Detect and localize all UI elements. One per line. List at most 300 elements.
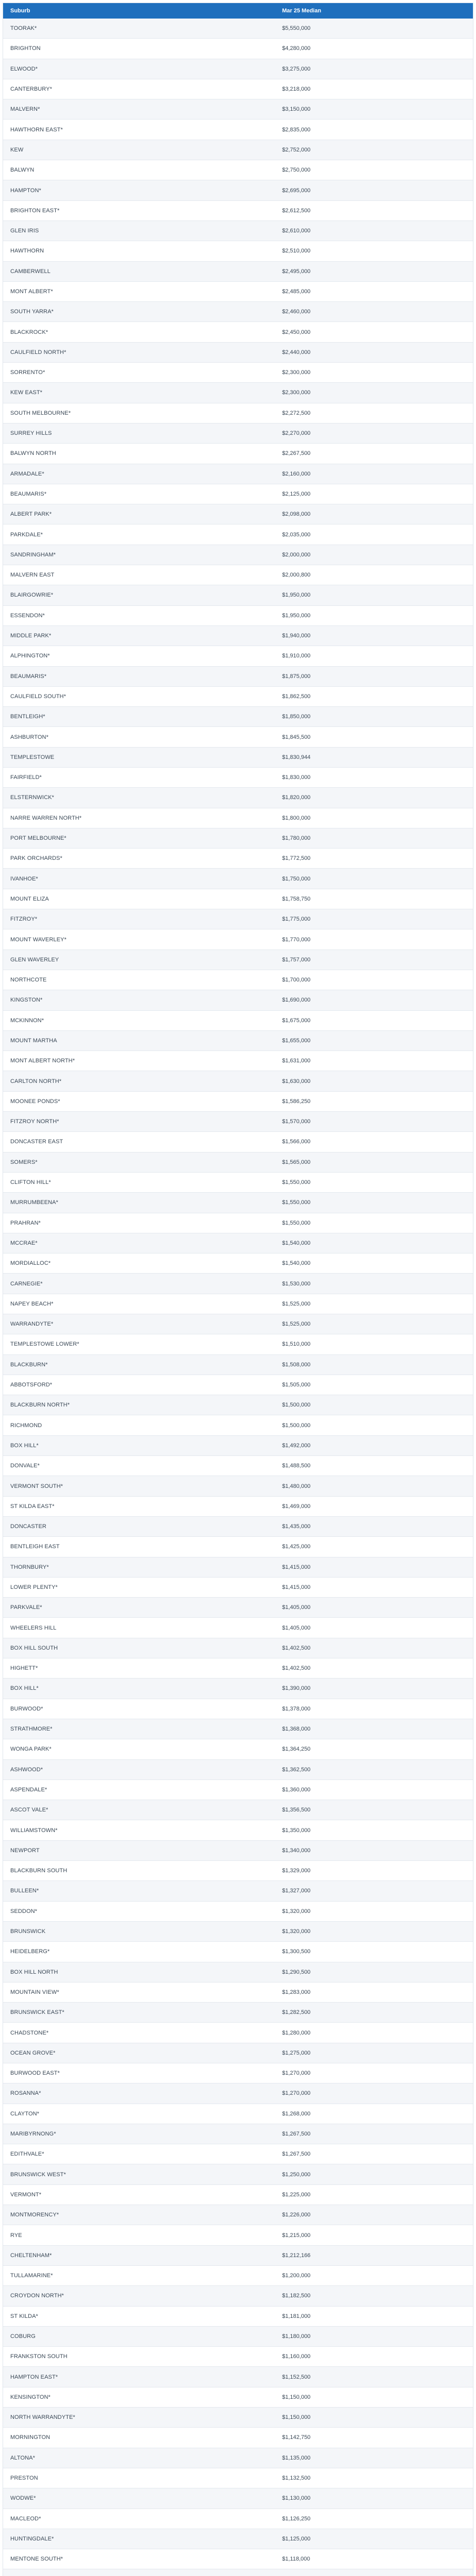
median-cell: $1,118,000 [282, 2556, 310, 2563]
median-cell: $2,510,000 [282, 248, 311, 255]
suburb-cell: DONCASTER [10, 1523, 46, 1530]
median-cell: $1,226,000 [282, 2212, 311, 2218]
table-row [3, 1537, 473, 1557]
median-cell: $1,505,000 [282, 1382, 311, 1388]
suburb-cell: NARRE WARREN NORTH* [10, 815, 82, 821]
median-cell: $2,835,000 [282, 126, 311, 133]
suburb-cell: ELSTERNWICK* [10, 794, 54, 801]
suburb-cell: PARK ORCHARDS* [10, 855, 62, 862]
median-cell: $1,950,000 [282, 592, 311, 599]
median-cell: $2,752,000 [282, 146, 311, 153]
median-cell: $1,570,000 [282, 1118, 311, 1125]
suburb-cell: ARMADALE* [10, 470, 44, 477]
table-row [3, 423, 473, 444]
table-row [3, 1415, 473, 1435]
suburb-cell: BALWYN NORTH [10, 450, 56, 457]
suburb-cell: NORTH WARRANDYTE* [10, 2414, 75, 2421]
table-row [3, 626, 473, 646]
suburb-cell: BENTLEIGH EAST [10, 1544, 60, 1550]
suburb-cell: DONVALE* [10, 1463, 40, 1469]
header-suburb[interactable]: Suburb [10, 8, 30, 14]
median-cell: $1,280,000 [282, 2029, 311, 2036]
table-row [3, 606, 473, 626]
table-row [3, 1193, 473, 1213]
suburb-cell: PARKDALE* [10, 531, 43, 538]
median-cell: $1,402,500 [282, 1665, 311, 1672]
table-row [3, 1314, 473, 1334]
suburb-cell: PORT MELBOURNE* [10, 835, 67, 842]
suburb-cell: LOWER PLENTY* [10, 1584, 58, 1590]
median-cell: $1,862,500 [282, 693, 311, 700]
suburb-cell: SOUTH MELBOURNE* [10, 410, 71, 416]
table-row [3, 1699, 473, 1719]
suburb-cell: CHELTENHAM* [10, 2252, 52, 2259]
table-row [3, 667, 473, 687]
median-cell: $1,364,250 [282, 1746, 311, 1753]
suburb-cell: HAMPTON EAST* [10, 2374, 58, 2380]
table-row [3, 1517, 473, 1537]
suburb-cell: ABBOTSFORD* [10, 1382, 53, 1388]
table-row [3, 748, 473, 768]
table-row [3, 1618, 473, 1638]
table-row [3, 2286, 473, 2306]
table-header-row [3, 3, 473, 19]
table-row [3, 2549, 473, 2569]
suburb-cell: IVANHOE* [10, 875, 38, 882]
suburb-cell: VERMONT* [10, 2191, 42, 2198]
median-cell: $3,150,000 [282, 106, 311, 113]
median-cell: $1,215,000 [282, 2232, 311, 2239]
suburb-cell: SOUTH YARRA* [10, 309, 54, 315]
median-cell: $1,675,000 [282, 1017, 311, 1024]
median-cell: $2,450,000 [282, 329, 311, 335]
median-cell: $1,270,000 [282, 2070, 311, 2077]
table-row [3, 140, 473, 160]
suburb-cell: MARIBYRNONG* [10, 2131, 56, 2138]
suburb-cell: SEDDON* [10, 1908, 38, 1914]
suburb-cell: ASHWOOD* [10, 1766, 43, 1773]
median-cell: $3,218,000 [282, 86, 311, 93]
suburb-cell: ASHBURTON* [10, 734, 48, 740]
table-row [3, 1071, 473, 1091]
table-row [3, 1598, 473, 1618]
suburb-cell: FITZROY NORTH* [10, 1118, 59, 1125]
median-cell: $1,469,000 [282, 1503, 311, 1510]
table-row [3, 2124, 473, 2144]
median-cell: $1,500,000 [282, 1402, 311, 1409]
median-cell: $1,390,000 [282, 1685, 311, 1692]
suburb-cell: WHEELERS HILL [10, 1624, 57, 1631]
median-cell: $1,830,944 [282, 754, 311, 760]
median-cell: $1,415,000 [282, 1564, 311, 1570]
suburb-cell: ST KILDA EAST* [10, 1503, 55, 1510]
median-cell: $1,845,500 [282, 734, 311, 740]
median-cell: $2,035,000 [282, 531, 311, 538]
suburb-cell: KEW EAST* [10, 389, 43, 396]
suburb-cell: RYE [10, 2232, 22, 2239]
median-cell: $1,356,500 [282, 1807, 311, 1814]
table-row [3, 2205, 473, 2225]
suburb-cell: MCCRAE* [10, 1240, 38, 1246]
median-cell: $1,630,000 [282, 1078, 311, 1084]
suburb-cell: THORNBURY* [10, 1564, 49, 1570]
table-row [3, 99, 473, 120]
median-cell: $2,000,000 [282, 551, 311, 558]
median-cell: $1,152,500 [282, 2374, 311, 2380]
table-row [3, 1902, 473, 1922]
suburb-cell: ALPHINGTON* [10, 653, 50, 659]
table-row [3, 282, 473, 302]
table-row [3, 889, 473, 909]
suburb-cell: BLACKBURN* [10, 1361, 48, 1368]
suburb-cell: GLEN WAVERLEY [10, 956, 59, 963]
table-row [3, 1780, 473, 1800]
suburb-cell: MIDDLE PARK* [10, 633, 52, 639]
median-cell: $1,181,000 [282, 2313, 311, 2319]
suburb-cell: HAMPTON* [10, 187, 41, 194]
table-row [3, 1092, 473, 1112]
median-cell: $2,267,500 [282, 450, 311, 457]
median-cell: $1,182,500 [282, 2293, 311, 2299]
median-cell: $1,320,000 [282, 1928, 311, 1935]
table-row [3, 2327, 473, 2347]
suburb-cell: HAWTHORN [10, 248, 44, 255]
median-cell: $1,267,500 [282, 2131, 311, 2138]
median-cell: $1,250,000 [282, 2171, 311, 2178]
suburb-cell: BLACKBURN SOUTH [10, 1868, 68, 1874]
suburb-cell: HEIDELBERG* [10, 1948, 50, 1955]
suburb-cell: BRUNSWICK [10, 1928, 46, 1935]
table-row [3, 1476, 473, 1496]
median-cell: $1,290,500 [282, 1969, 311, 1975]
suburb-cell: MURRUMBEENA* [10, 1199, 58, 1206]
table-row [3, 19, 473, 39]
suburb-cell: VERMONT SOUTH* [10, 1483, 63, 1489]
median-cell: $1,270,000 [282, 2090, 311, 2097]
suburb-cell: ST KILDA* [10, 2313, 38, 2319]
suburb-cell: FITZROY* [10, 916, 38, 923]
suburb-cell: ROSANNA* [10, 2090, 41, 2097]
suburb-cell: OCEAN GROVE* [10, 2049, 56, 2056]
suburb-cell: WONGA PARK* [10, 1746, 52, 1753]
suburb-cell: NORTHCOTE [10, 977, 47, 984]
median-cell: $1,758,750 [282, 895, 311, 902]
median-cell: $2,695,000 [282, 187, 311, 194]
suburb-cell: MORDIALLOC* [10, 1260, 51, 1267]
table-row [3, 1132, 473, 1152]
suburb-cell: BRUNSWICK EAST* [10, 2009, 64, 2016]
suburb-cell: BENTLEIGH* [10, 714, 45, 720]
table-row [3, 2003, 473, 2023]
median-cell: $1,212,166 [282, 2252, 311, 2259]
median-cell: $1,655,000 [282, 1037, 311, 1044]
suburb-cell: KENSINGTON* [10, 2394, 51, 2400]
table-row [3, 59, 473, 79]
median-cell: $1,425,000 [282, 1544, 311, 1550]
table-row [3, 1334, 473, 1354]
median-cell: $1,488,500 [282, 1463, 311, 1469]
table-row [3, 1294, 473, 1314]
table-row [3, 2468, 473, 2488]
suburb-cell: MONT ALBERT* [10, 289, 53, 295]
suburb-cell: ASCOT VALE* [10, 1807, 48, 1814]
table-row [3, 1051, 473, 1071]
table-row [3, 2266, 473, 2286]
table-row [3, 869, 473, 889]
table-row [3, 241, 473, 261]
median-cell: $2,098,000 [282, 511, 311, 518]
suburb-cell: MALVERN EAST [10, 572, 55, 579]
table-row [3, 2428, 473, 2448]
table-row [3, 2307, 473, 2327]
table-row [3, 322, 473, 342]
suburb-cell: CHADSTONE* [10, 2029, 49, 2036]
median-cell: $1,525,000 [282, 1300, 311, 1307]
table-row [3, 39, 473, 59]
median-cell: $1,415,000 [282, 1584, 311, 1590]
suburb-cell: MOONEE PONDS* [10, 1098, 60, 1105]
suburb-cell: MENTONE SOUTH* [10, 2556, 63, 2563]
median-cell: $1,267,500 [282, 2151, 311, 2158]
table-row [3, 221, 473, 241]
suburb-cell: WARRANDYTE* [10, 1321, 54, 1328]
suburb-cell: STRATHMORE* [10, 1726, 53, 1733]
median-cell: $1,360,000 [282, 1786, 311, 1793]
table-row [3, 201, 473, 221]
suburb-cell: BEAUMARIS* [10, 490, 47, 497]
median-cell: $1,770,000 [282, 936, 311, 943]
suburb-cell: CARLTON NORTH* [10, 1078, 62, 1084]
median-cell: $4,280,000 [282, 45, 311, 52]
suburb-cell: TULLAMARINE* [10, 2273, 53, 2279]
table-row [3, 1253, 473, 1274]
table-row [3, 1578, 473, 1598]
table-row [3, 2043, 473, 2063]
median-cell: $1,135,000 [282, 2454, 311, 2461]
table-row [3, 849, 473, 869]
table-row [3, 2488, 473, 2509]
table-row [3, 2164, 473, 2184]
suburb-cell: BLACKROCK* [10, 329, 48, 335]
table-row [3, 545, 473, 565]
median-cell: $1,283,000 [282, 1989, 311, 1995]
suburb-cell: CANTERBURY* [10, 86, 52, 93]
table-row [3, 1031, 473, 1051]
median-cell: $1,850,000 [282, 714, 311, 720]
table-row [3, 2225, 473, 2245]
median-cell: $1,320,000 [282, 1908, 311, 1914]
table-row [3, 2408, 473, 2428]
suburb-cell: BOX HILL SOUTH [10, 1645, 58, 1651]
table-row [3, 2185, 473, 2205]
suburb-cell: DONCASTER EAST [10, 1139, 63, 1145]
table-row [3, 808, 473, 828]
suburb-cell: FAIRFIELD* [10, 774, 42, 781]
suburb-cell: ASPENDALE* [10, 1786, 47, 1793]
median-cell: $1,402,500 [282, 1645, 311, 1651]
median-cell: $1,480,000 [282, 1483, 311, 1489]
median-cell: $1,368,000 [282, 1726, 311, 1733]
median-cell: $1,378,000 [282, 1705, 311, 1712]
suburb-cell: ESSENDON* [10, 612, 45, 619]
suburb-cell: BOX HILL* [10, 1685, 39, 1692]
suburb-cell: SOMERS* [10, 1159, 38, 1165]
median-cell: $1,150,000 [282, 2414, 311, 2421]
suburb-cell: ELWOOD* [10, 65, 38, 72]
suburb-cell: SANDRINGHAM* [10, 551, 56, 558]
median-cell: $2,495,000 [282, 268, 311, 275]
table-row [3, 2023, 473, 2043]
median-cell: $1,200,000 [282, 2273, 311, 2279]
suburb-cell: BOX HILL NORTH [10, 1969, 58, 1975]
median-cell: $1,800,000 [282, 815, 311, 821]
suburb-cell: ALTONA* [10, 2454, 35, 2461]
median-cell: $2,750,000 [282, 167, 311, 174]
suburb-cell: BRIGHTON EAST* [10, 207, 60, 214]
table-row [3, 727, 473, 747]
median-cell: $1,225,000 [282, 2191, 311, 2198]
suburb-cell: BEAUMARIS* [10, 673, 47, 680]
median-cell: $2,160,000 [282, 470, 311, 477]
table-row [3, 1153, 473, 1173]
table-row [3, 1112, 473, 1132]
median-cell: $1,550,000 [282, 1219, 311, 1226]
table-row [3, 363, 473, 383]
table-row [3, 929, 473, 950]
median-cell: $1,350,000 [282, 1827, 311, 1834]
median-cell: $1,405,000 [282, 1624, 311, 1631]
suburb-cell: WODWE* [10, 2495, 36, 2502]
table-row [3, 768, 473, 788]
table-row [3, 444, 473, 464]
suburb-cell: KINGSTON* [10, 997, 43, 1004]
table-row [3, 950, 473, 970]
median-cell: $2,612,500 [282, 207, 311, 214]
median-cell: $1,700,000 [282, 977, 311, 984]
median-cell: $2,300,000 [282, 389, 311, 396]
suburb-cell: BOX HILL* [10, 1442, 39, 1449]
table-row [3, 707, 473, 727]
median-cell: $1,772,500 [282, 855, 311, 862]
suburb-cell: CLAYTON* [10, 2110, 40, 2117]
table-row [3, 1881, 473, 1901]
table-row [3, 120, 473, 140]
suburb-cell: ALBERT PARK* [10, 511, 52, 518]
table-row [3, 79, 473, 99]
suburb-cell: CAULFIELD NORTH* [10, 349, 67, 355]
median-cell: $1,540,000 [282, 1260, 311, 1267]
median-cell: $1,550,000 [282, 1179, 311, 1186]
median-cell: $1,300,500 [282, 1948, 311, 1955]
table-row [3, 504, 473, 524]
table-row [3, 2448, 473, 2468]
suburb-cell: CAULFIELD SOUTH* [10, 693, 66, 700]
suburb-cell: WILLIAMSTOWN* [10, 1827, 58, 1834]
median-cell: $1,329,000 [282, 1868, 311, 1874]
table-row [3, 2387, 473, 2408]
suburb-cell: CAMBERWELL [10, 268, 51, 275]
median-cell: $1,160,000 [282, 2353, 311, 2360]
table-row [3, 1638, 473, 1658]
median-cell: $1,530,000 [282, 1280, 311, 1287]
table-row [3, 1962, 473, 1982]
suburb-cell: MACLEOD* [10, 2515, 41, 2522]
table-row [3, 1942, 473, 1962]
table-row [3, 1436, 473, 1456]
table-row [3, 262, 473, 282]
median-cell: $2,270,000 [282, 430, 311, 437]
median-cell: $1,690,000 [282, 997, 311, 1004]
table-body [3, 19, 473, 2576]
median-cell: $1,565,000 [282, 1159, 311, 1165]
table-row [3, 1739, 473, 1759]
header-median[interactable]: Mar 25 Median [282, 8, 321, 14]
median-price-table [3, 3, 473, 2576]
suburb-cell: MOUNT WAVERLEY* [10, 936, 67, 943]
table-row [3, 1658, 473, 1679]
table-row [3, 1274, 473, 1294]
median-cell: $1,150,000 [282, 2394, 311, 2400]
table-row [3, 2367, 473, 2387]
table-row [3, 1173, 473, 1193]
table-row [3, 565, 473, 585]
suburb-cell: MOUNTAIN VIEW* [10, 1989, 59, 1995]
median-cell: $3,275,000 [282, 65, 311, 72]
suburb-cell: BRUNSWICK WEST* [10, 2171, 66, 2178]
suburb-cell: TEMPLESTOWE LOWER* [10, 1341, 79, 1348]
table-row [3, 970, 473, 990]
table-row [3, 383, 473, 403]
median-cell: $2,125,000 [282, 490, 311, 497]
table-row [3, 2083, 473, 2104]
median-cell: $1,750,000 [282, 875, 311, 882]
table-row [3, 2246, 473, 2266]
suburb-cell: BULLEEN* [10, 1888, 39, 1894]
table-row [3, 1557, 473, 1578]
suburb-cell: TEMPLESTOWE [10, 754, 55, 760]
suburb-cell: SORRENTO* [10, 369, 45, 376]
suburb-cell: CARNEGIE* [10, 1280, 43, 1287]
median-cell: $1,508,000 [282, 1361, 311, 1368]
median-cell: $5,550,000 [282, 25, 311, 32]
median-cell: $2,440,000 [282, 349, 311, 355]
median-cell: $1,586,250 [282, 1098, 311, 1105]
table-row [3, 1355, 473, 1375]
suburb-cell: NEWPORT [10, 1847, 40, 1854]
table-row [3, 909, 473, 929]
table-row [3, 1719, 473, 1739]
table-row [3, 2569, 473, 2576]
median-cell: $1,500,000 [282, 1422, 311, 1429]
suburb-cell: HUNTINGDALE* [10, 2535, 54, 2542]
table-row [3, 180, 473, 200]
median-cell: $1,540,000 [282, 1240, 311, 1246]
suburb-cell: FRANKSTON SOUTH [10, 2353, 68, 2360]
median-cell: $1,492,000 [282, 1442, 311, 1449]
table-row [3, 2347, 473, 2367]
suburb-cell: MALVERN* [10, 106, 40, 113]
table-row [3, 2104, 473, 2124]
median-cell: $1,142,750 [282, 2434, 311, 2441]
table-row [3, 464, 473, 484]
suburb-cell: MCKINNON* [10, 1017, 44, 1024]
suburb-cell: HIGHETT* [10, 1665, 38, 1672]
median-cell: $1,775,000 [282, 916, 311, 923]
table-row [3, 1922, 473, 1942]
table-row [3, 828, 473, 849]
median-cell: $1,132,500 [282, 2475, 311, 2482]
suburb-cell: PRESTON [10, 2475, 38, 2482]
